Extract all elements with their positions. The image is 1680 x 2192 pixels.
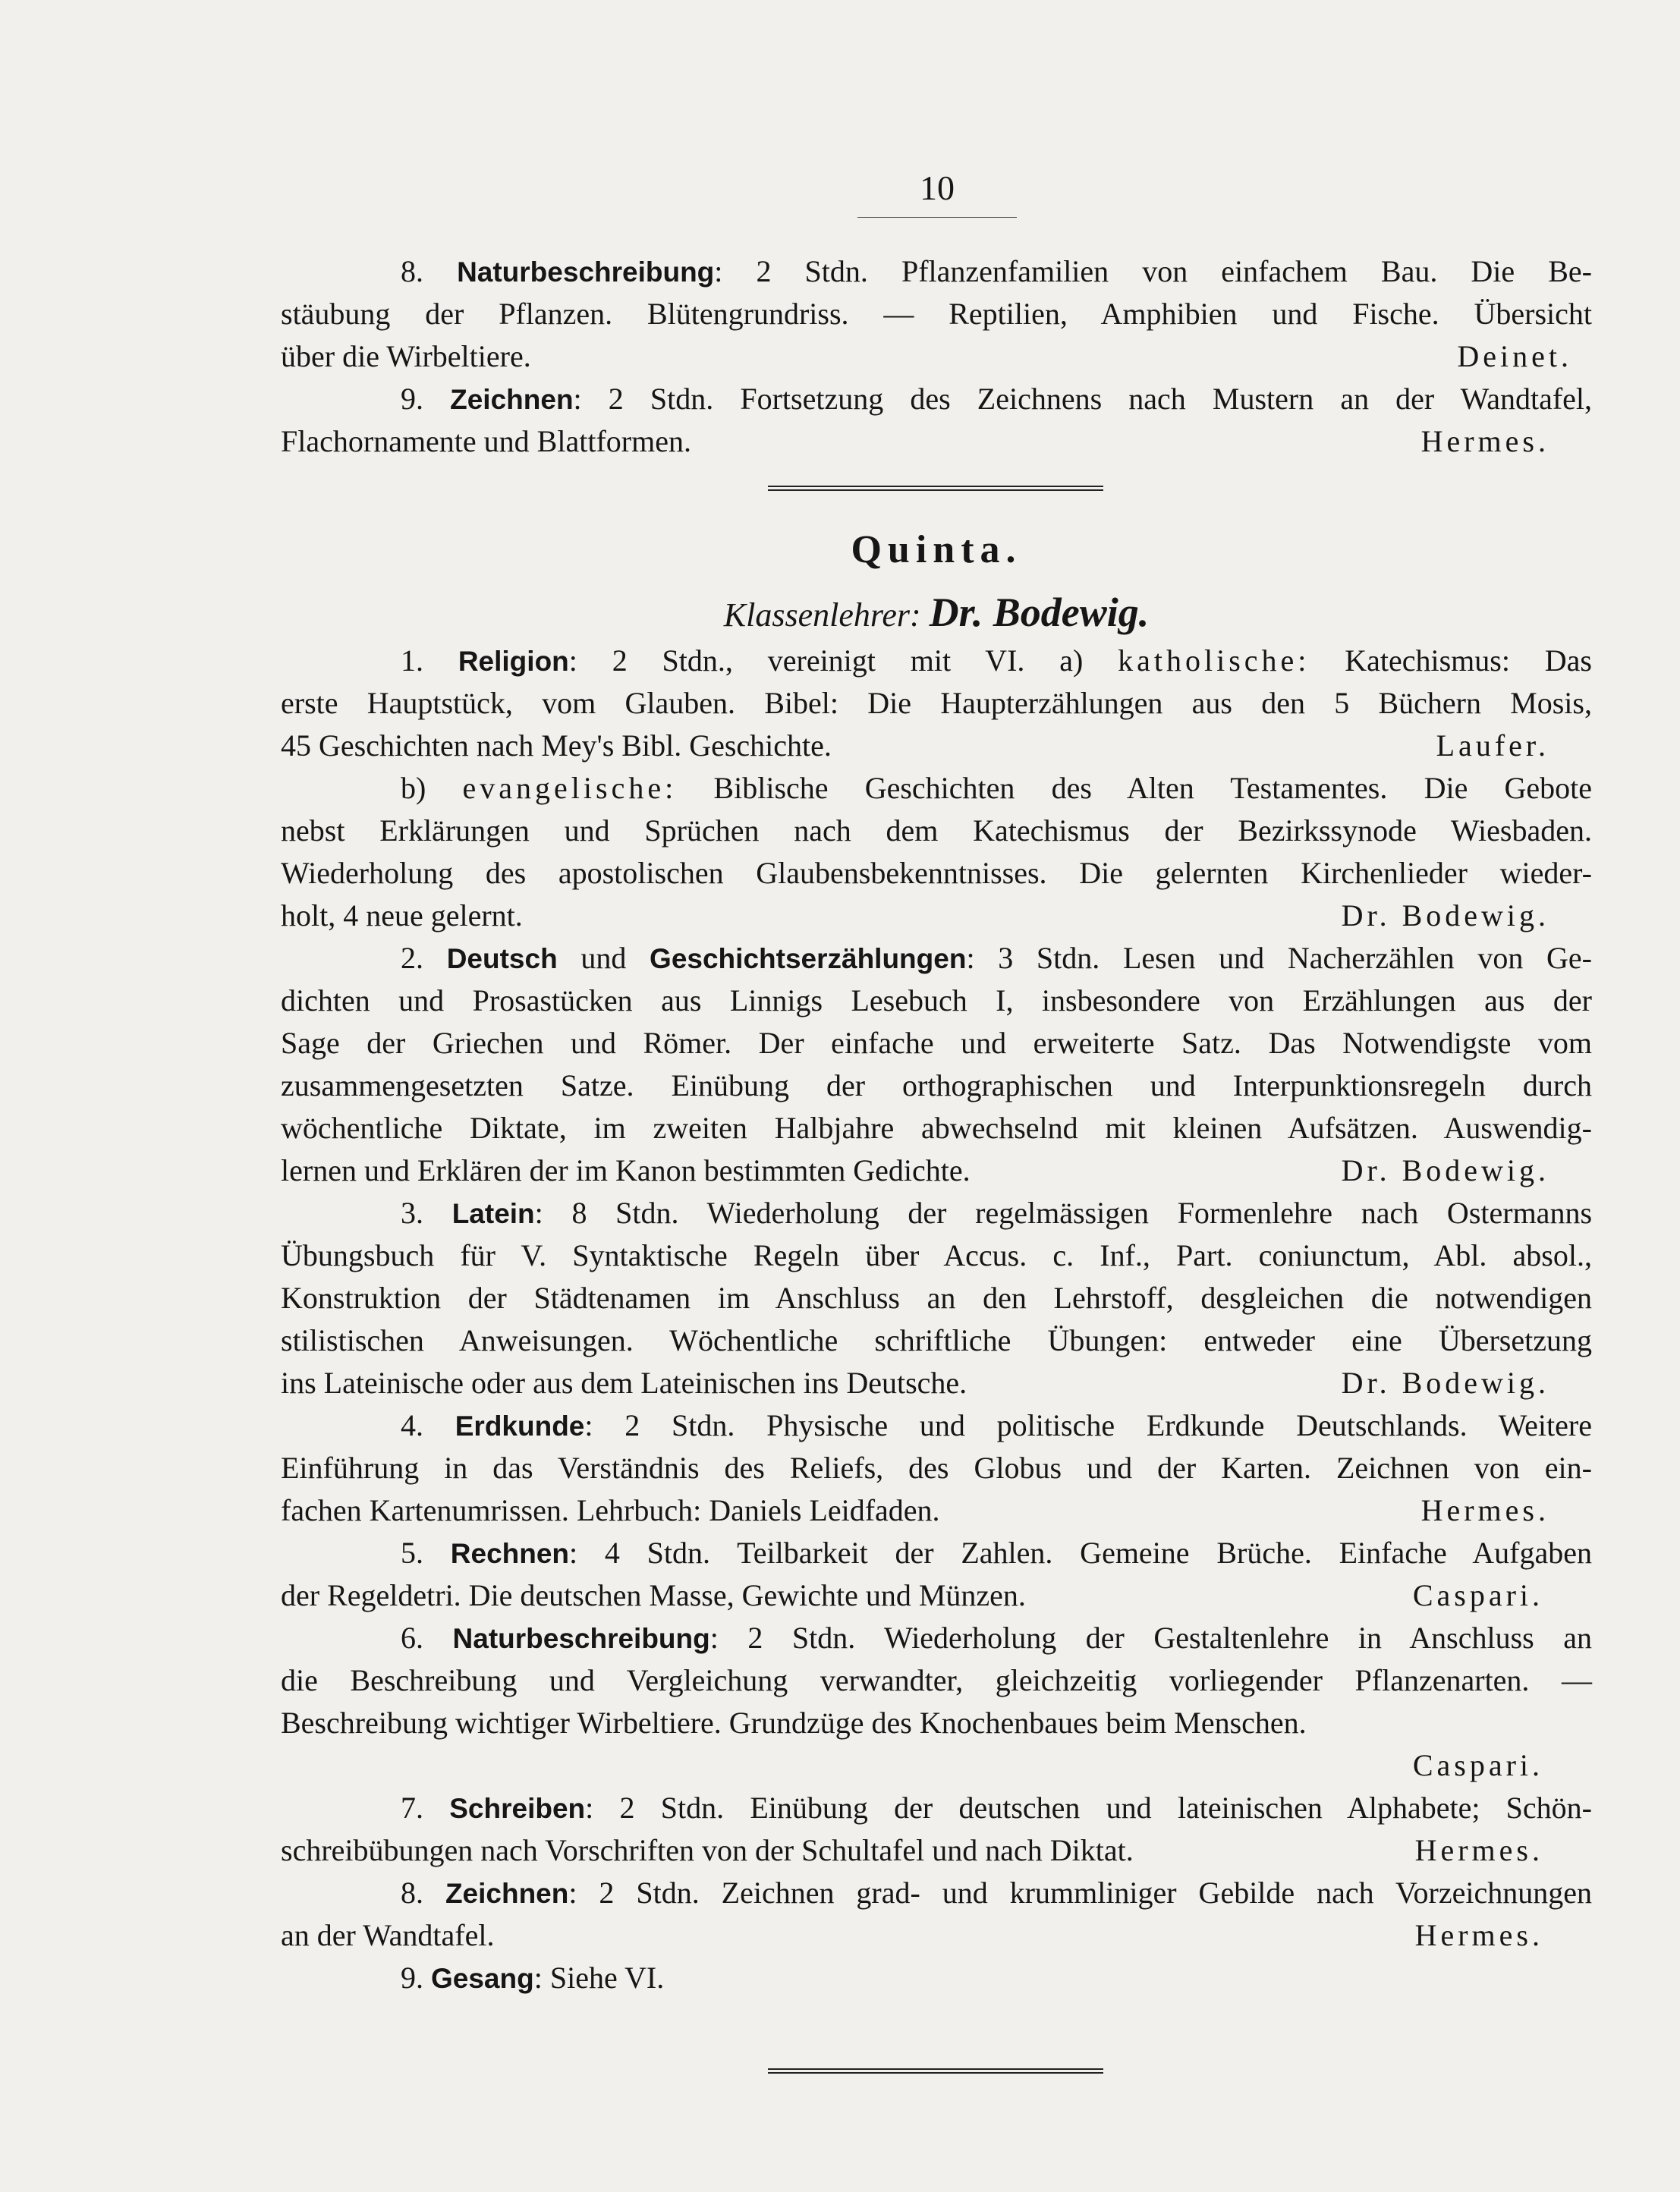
teacher-signature: Hermes. xyxy=(1420,424,1549,458)
teacher-signature: Hermes. xyxy=(1414,1833,1543,1867)
text-line: Konstruktion der Städtenamen im Anschluss an den Lehrstoff, desgleichen die notwendigen xyxy=(281,1281,1592,1315)
text-line: Übungsbuch für V. Syntaktische Regeln über Accus. c. Inf., Part. coniunctum, Abl. absol., xyxy=(281,1238,1592,1272)
text-line: nebst Erklärungen und Sprüchen nach dem Katechismus der Bezirkssynode Wiesbaden. xyxy=(281,813,1592,848)
item-zeichnen-first-line: 9. Zeichnen: 2 Stdn. Fortsetzung des Zeichnens nach Mustern an der Wandtafel, xyxy=(401,382,1593,416)
teacher-signature: Dr. Bodewig. xyxy=(1341,1153,1549,1187)
teacher-signature: Hermes. xyxy=(1414,1918,1543,1952)
class-teacher-name: Dr. Bodewig. xyxy=(929,590,1150,635)
subject-zeichnen: Zeichnen xyxy=(445,1878,569,1909)
text-line: an der Wandtafel. xyxy=(281,1918,495,1952)
text-line: dichten und Prosastücken aus Linnigs Lesebuch I, insbesondere von Erzählungen aus der xyxy=(281,983,1592,1017)
item-rechnen-first-line: 5. Rechnen: 4 Stdn. Teilbarkeit der Zahlen. Gemeine Brüche. Einfache Aufgaben xyxy=(401,1536,1592,1570)
text-line: lernen und Erklären der im Kanon bestimmten Gedichte. xyxy=(281,1153,971,1187)
subject-zeichnen: Zeichnen xyxy=(450,384,574,415)
text-line: stilistischen Anweisungen. Wöchentliche schriftliche Übungen: entweder eine Übersetzung xyxy=(281,1323,1592,1357)
text-line: über die Wirbeltiere. xyxy=(281,339,531,373)
subject-erdkunde: Erdkunde xyxy=(455,1410,585,1442)
text-line: erste Hauptstück, vom Glauben. Bibel: Die Haupterzählungen aus den 5 Büchern Mosis, xyxy=(281,686,1592,720)
item-deutsch-first-line: 2. Deutsch und Geschichtserzählungen: 3 Stdn. Lesen und Nacherzählen von Ge- xyxy=(401,941,1593,975)
class-teacher-label: Klassenlehrer: xyxy=(723,596,921,634)
text-line: Einführung in das Verständnis des Reliefs, des Globus und der Karten. Zeichnen von ein- xyxy=(281,1451,1592,1485)
text-line: Beschreibung wichtiger Wirbeltiere. Grundzüge des Knochenbaues beim Menschen. xyxy=(281,1706,1307,1740)
subject-naturbeschreibung: Naturbeschreibung xyxy=(452,1623,710,1654)
subject-rechnen: Rechnen xyxy=(450,1538,570,1569)
item-zeichnen-first-line: 8. Zeichnen: 2 Stdn. Zeichnen grad- und krummliniger Gebilde nach Vorzeichnungen xyxy=(401,1876,1593,1910)
text-line: wöchentliche Diktate, im zweiten Halbjahre abwechselnd mit kleinen Aufsätzen. Auswendig- xyxy=(281,1111,1592,1145)
subject-naturbeschreibung: Naturbeschreibung xyxy=(457,256,715,288)
item-gesang-line: 9. Gesang: Siehe VI. xyxy=(401,1961,665,1995)
class-teacher-line xyxy=(281,586,1592,642)
subject-gesang: Gesang xyxy=(431,1963,534,1994)
teacher-signature: Deinet. xyxy=(1457,339,1572,373)
text-line: der Regeldetri. Die deutschen Masse, Gewichte und Münzen. xyxy=(281,1578,1026,1612)
page-number: 10 xyxy=(920,168,955,207)
text-line: b) evangelische: Biblische Geschichten des Alten Testamentes. Die Gebote xyxy=(401,771,1593,805)
section-divider xyxy=(768,2068,1103,2074)
item-naturbeschreibung-first-line: 8. Naturbeschreibung: 2 Stdn. Pflanzenfamilien von einfachem Bau. Die Be- xyxy=(401,254,1592,288)
text-line: schreibübungen nach Vorschriften von der Schultafel und nach Diktat. xyxy=(281,1833,1134,1867)
text-line: fachen Kartenumrissen. Lehrbuch: Daniels Leidfaden. xyxy=(281,1493,940,1527)
item-erdkunde-first-line: 4. Erdkunde: 2 Stdn. Physische und politische Erdkunde Deutschlands. Weitere xyxy=(401,1408,1592,1442)
subject-geschichtserzaehlungen: Geschichtserzählungen xyxy=(650,943,967,974)
item-religion-first-line: 1. Religion: 2 Stdn., vereinigt mit VI. a) katholische: Katechismus: Das xyxy=(401,643,1593,678)
text-line: ins Lateinische oder aus dem Lateinischen ins Deutsche. xyxy=(281,1366,967,1400)
subject-latein: Latein xyxy=(451,1198,535,1229)
section-divider xyxy=(768,486,1103,491)
teacher-signature: Caspari. xyxy=(1412,1578,1543,1612)
section-title: Quinta. xyxy=(851,528,1022,571)
subject-schreiben: Schreiben xyxy=(449,1793,586,1824)
subject-religion: Religion xyxy=(458,646,569,677)
teacher-signature: Dr. Bodewig. xyxy=(1341,898,1549,932)
text-line: holt, 4 neue gelernt. xyxy=(281,898,523,932)
item-latein-first-line: 3. Latein: 8 Stdn. Wiederholung der regelmässigen Formenlehre nach Ostermanns xyxy=(401,1196,1593,1230)
text-line: Wiederholung des apostolischen Glaubensbekenntnisses. Die gelernten Kirchenlieder wieder- xyxy=(281,856,1592,890)
text-line: 45 Geschichten nach Mey's Bibl. Geschichte. xyxy=(281,728,832,763)
page-number-rule xyxy=(857,217,1017,218)
subject-deutsch: Deutsch xyxy=(446,943,558,974)
teacher-signature: Laufer. xyxy=(1436,728,1549,763)
text-line: Sage der Griechen und Römer. Der einfache und erweiterte Satz. Das Notwendigste vom xyxy=(281,1026,1592,1060)
text-line: stäubung der Pflanzen. Blütengrundriss. — Reptilien, Amphibien und Fische. Übersicht xyxy=(281,297,1592,331)
teacher-signature: Dr. Bodewig. xyxy=(1341,1366,1549,1400)
item-schreiben-first-line: 7. Schreiben: 2 Stdn. Einübung der deutschen und lateinischen Alphabete; Schön- xyxy=(401,1791,1592,1825)
text-line: Flachornamente und Blattformen. xyxy=(281,424,691,458)
teacher-signature: Hermes. xyxy=(1420,1493,1549,1527)
text-line: zusammengesetzten Satze. Einübung der orthographischen und Interpunktionsregeln durch xyxy=(281,1068,1592,1102)
text-line: die Beschreibung und Vergleichung verwandter, gleichzeitig vorliegender Pflanzenarten. — xyxy=(281,1663,1592,1697)
item-naturbeschreibung-first-line: 6. Naturbeschreibung: 2 Stdn. Wiederholung der Gestaltenlehre in Anschluss an xyxy=(401,1621,1592,1655)
teacher-signature: Caspari. xyxy=(1412,1748,1543,1782)
